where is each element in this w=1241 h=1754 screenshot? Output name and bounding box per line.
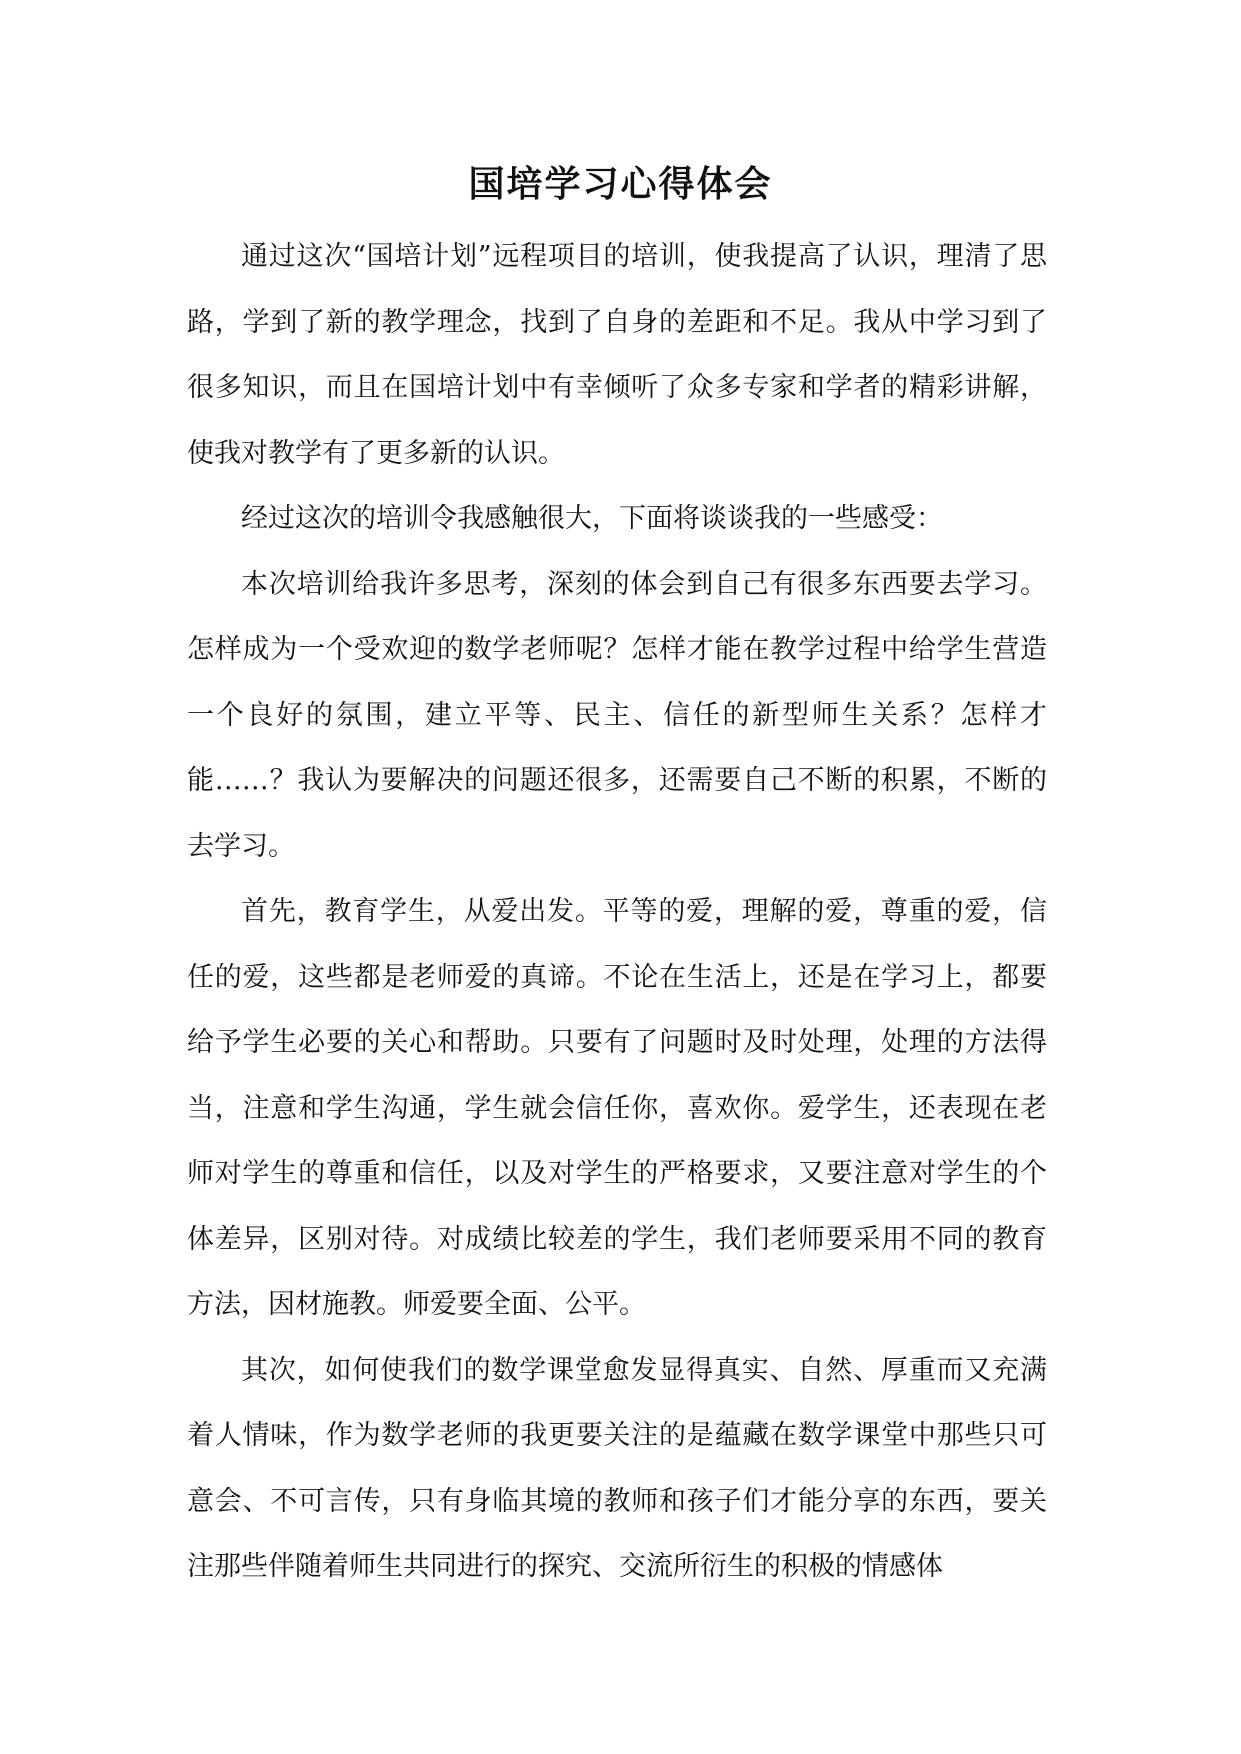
paragraph-reflection: 本次培训给我许多思考，深刻的体会到自己有很多东西要去学习。怎样成为一个受欢迎的数学老师呢？怎样才能在教学过程中给学生营造一个良好的氛围，建立平等、民主、信任的新型师生关系？怎样才能……？我认为要解决的问题还很多，还需要自己不断的积累，不断的去学习。 bbox=[187, 568, 1047, 862]
paragraph-intro: 通过这次“国培计划”远程项目的培训，使我提高了认识，理清了思路，学到了新的教学理念，找到了自身的差距和不足。我从中学习到了很多知识，而且在国培计划中有幸倾听了众多专家和学者的精彩讲解，使我对教学有了更多新的认识。 bbox=[187, 241, 1047, 469]
document-body bbox=[187, 224, 1047, 1600]
paragraph-feelings: 经过这次的培训令我感触很大，下面将谈谈我的一些感受： bbox=[241, 503, 943, 534]
document-title: 国培学习心得体会 bbox=[468, 163, 773, 205]
paragraph-first-point: 首先，教育学生，从爱出发。平等的爱，理解的爱，尊重的爱，信任的爱，这些都是老师爱的真谛。不论在生活上，还是在学习上，都要给予学生必要的关心和帮助。只要有了问题时及时处理，处理的方法得当，注意和学生沟通，学生就会信任你，喜欢你。爱学生，还表现在老师对学生的尊重和信任，以及对学生的严格要求，又要注意对学生的个体差异，区别对待。对成绩比较差的学生，我们老师要采用不同的教育方法，因材施教。师爱要全面、公平。 bbox=[187, 896, 1047, 1320]
paragraph-second-point: 其次，如何使我们的数学课堂愈发显得真实、自然、厚重而又充满着人情味，作为数学老师的我更要关注的是蕴藏在数学课堂中那些只可意会、不可言传，只有身临其境的教师和孩子们才能分享的东西，要关注那些伴随着师生共同进行的探究、交流所衍生的积极的情感体 bbox=[187, 1354, 1047, 1582]
